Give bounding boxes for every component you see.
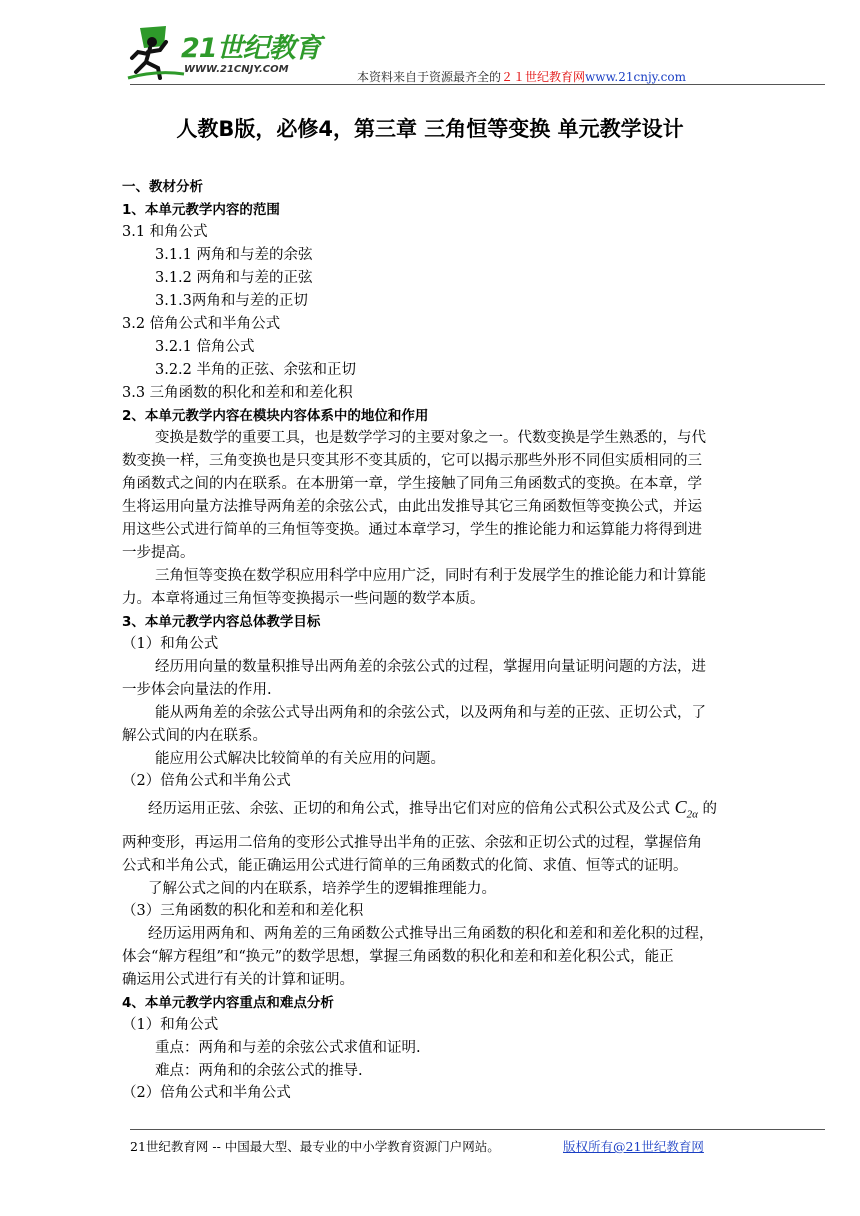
subsection-heading: 1、本单元教学内容的范围 (122, 202, 280, 218)
page-header (0, 0, 860, 90)
paragraph-line: 公式和半角公式，能正确运用公式进行简单的三角函数式的化简、求值、恒等式的证明。 (122, 858, 688, 874)
outline-item: 3.3 三角函数的积化和差和和差化积 (122, 385, 353, 401)
paragraph-line: 三角恒等变换在数学积应用科学中应用广泛，同时有利于发展学生的推论能力和计算能 (155, 568, 706, 584)
logo-url: WWW.21CNJY.COM (184, 64, 289, 75)
item-heading: （1）和角公式 (122, 636, 219, 652)
outline-item: 3.1.3两角和与差的正切 (155, 293, 308, 309)
subsection-heading: 2、本单元教学内容在模块内容体系中的地位和作用 (122, 408, 429, 424)
paragraph-line-with-formula (148, 797, 717, 825)
header-divider (130, 84, 825, 85)
item-heading: （3）三角函数的积化和差和和差化积 (122, 903, 364, 919)
runner-logo-icon (126, 22, 186, 82)
paragraph-line: 难点：两角和的余弦公式的推导. (155, 1063, 363, 1079)
header-note-prefix: 本资料来自于资源最齐全的 (357, 70, 502, 84)
outline-item: 3.1 和角公式 (122, 224, 208, 240)
paragraph-line: 重点：两角和与差的余弦公式求值和证明. (155, 1040, 421, 1056)
paragraph-line: 一步体会向量法的作用. (122, 682, 272, 698)
paragraph-line: 能应用公式解决比较简单的有关应用的问题。 (155, 751, 445, 767)
footer-copyright-link[interactable]: 版权所有@21世纪教育网 (563, 1139, 704, 1154)
formula-trail-text: 的 (702, 801, 718, 817)
outline-item: 3.1.1 两角和与差的余弦 (155, 247, 313, 263)
paragraph-line: 经历运用两角和、两角差的三角函数公式推导出三角函数的积化和差和和差化积的过程， (148, 926, 714, 942)
formula-subscript: 2α (686, 808, 698, 821)
header-note-site[interactable]: ２１世纪教育网 (501, 70, 586, 84)
footer-text: 21世纪教育网 -- 中国最大型、最专业的中小学教育资源门户网站。 (130, 1139, 500, 1154)
formula (674, 797, 698, 821)
paragraph-line: 确运用公式进行有关的计算和证明。 (122, 972, 354, 988)
item-heading: （2）倍角公式和半角公式 (122, 773, 291, 789)
paragraph-line: 两种变形，再运用二倍角的变形公式推导出半角的正弦、余弦和正切公式的过程，掌握倍角 (122, 835, 702, 851)
paragraph-line: 用这些公式进行简单的三角恒等变换。通过本章学习，学生的推论能力和运算能力将得到进 (122, 522, 702, 538)
paragraph-line: 了解公式之间的内在联系，培养学生的逻辑推理能力。 (148, 881, 496, 897)
paragraph-line: 经历用向量的数量积推导出两角差的余弦公式的过程，掌握用向量证明问题的方法，进 (155, 659, 706, 675)
outline-item: 3.2.1 倍角公式 (155, 339, 255, 355)
outline-item: 3.2 倍角公式和半角公式 (122, 316, 281, 332)
formula-lead-text: 经历运用正弦、余弦、正切的和角公式，推导出它们对应的倍角公式积公式及公式 (148, 801, 670, 817)
item-heading: （1）和角公式 (122, 1017, 219, 1033)
outline-item: 3.2.2 半角的正弦、余弦和正切 (155, 362, 357, 378)
paragraph-line: 生将运用向量方法推导两角差的余弦公式，由此出发推导其它三角函数恒等变换公式，并运 (122, 499, 702, 515)
paragraph-line: 力。本章将通过三角恒等变换揭示一些问题的数学本质。 (122, 591, 485, 607)
logo-text: 21世纪教育 (181, 33, 321, 64)
formula-base: C (674, 797, 687, 817)
paragraph-line: 体会“解方程组”和“换元”的数学思想，掌握三角函数的积化和差和和差化积公式，能正 (122, 949, 674, 965)
header-note-url[interactable]: www.21cnjy.com (585, 70, 686, 84)
paragraph-line: 数变换一样，三角变换也是只变其形不变其质的，它可以揭示那些外形不同但实质相同的三 (122, 453, 702, 469)
item-heading: （2）倍角公式和半角公式 (122, 1085, 291, 1101)
paragraph-line: 变换是数学的重要工具，也是数学学习的主要对象之一。代数变换是学生熟悉的，与代 (155, 430, 706, 446)
paragraph-line: 解公式间的内在联系。 (122, 728, 267, 744)
document-title: 人教B版，必修4，第三章 三角恒等变换 单元教学设计 (176, 117, 684, 141)
subsection-heading: 3、本单元教学内容总体教学目标 (122, 614, 321, 630)
paragraph-line: 一步提高。 (122, 545, 195, 561)
section-heading: 一、教材分析 (122, 179, 203, 195)
outline-item: 3.1.2 两角和与差的正弦 (155, 270, 313, 286)
paragraph-line: 能从两角差的余弦公式导出两角和的余弦公式，以及两角和与差的正弦、正切公式，了 (155, 705, 706, 721)
paragraph-line: 角函数式之间的内在联系。在本册第一章，学生接触了同角三角函数式的变换。在本章，学 (122, 476, 702, 492)
subsection-heading: 4、本单元教学内容重点和难点分析 (122, 995, 334, 1011)
site-logo[interactable] (126, 20, 341, 82)
header-note (357, 68, 686, 85)
footer-divider (130, 1129, 825, 1130)
